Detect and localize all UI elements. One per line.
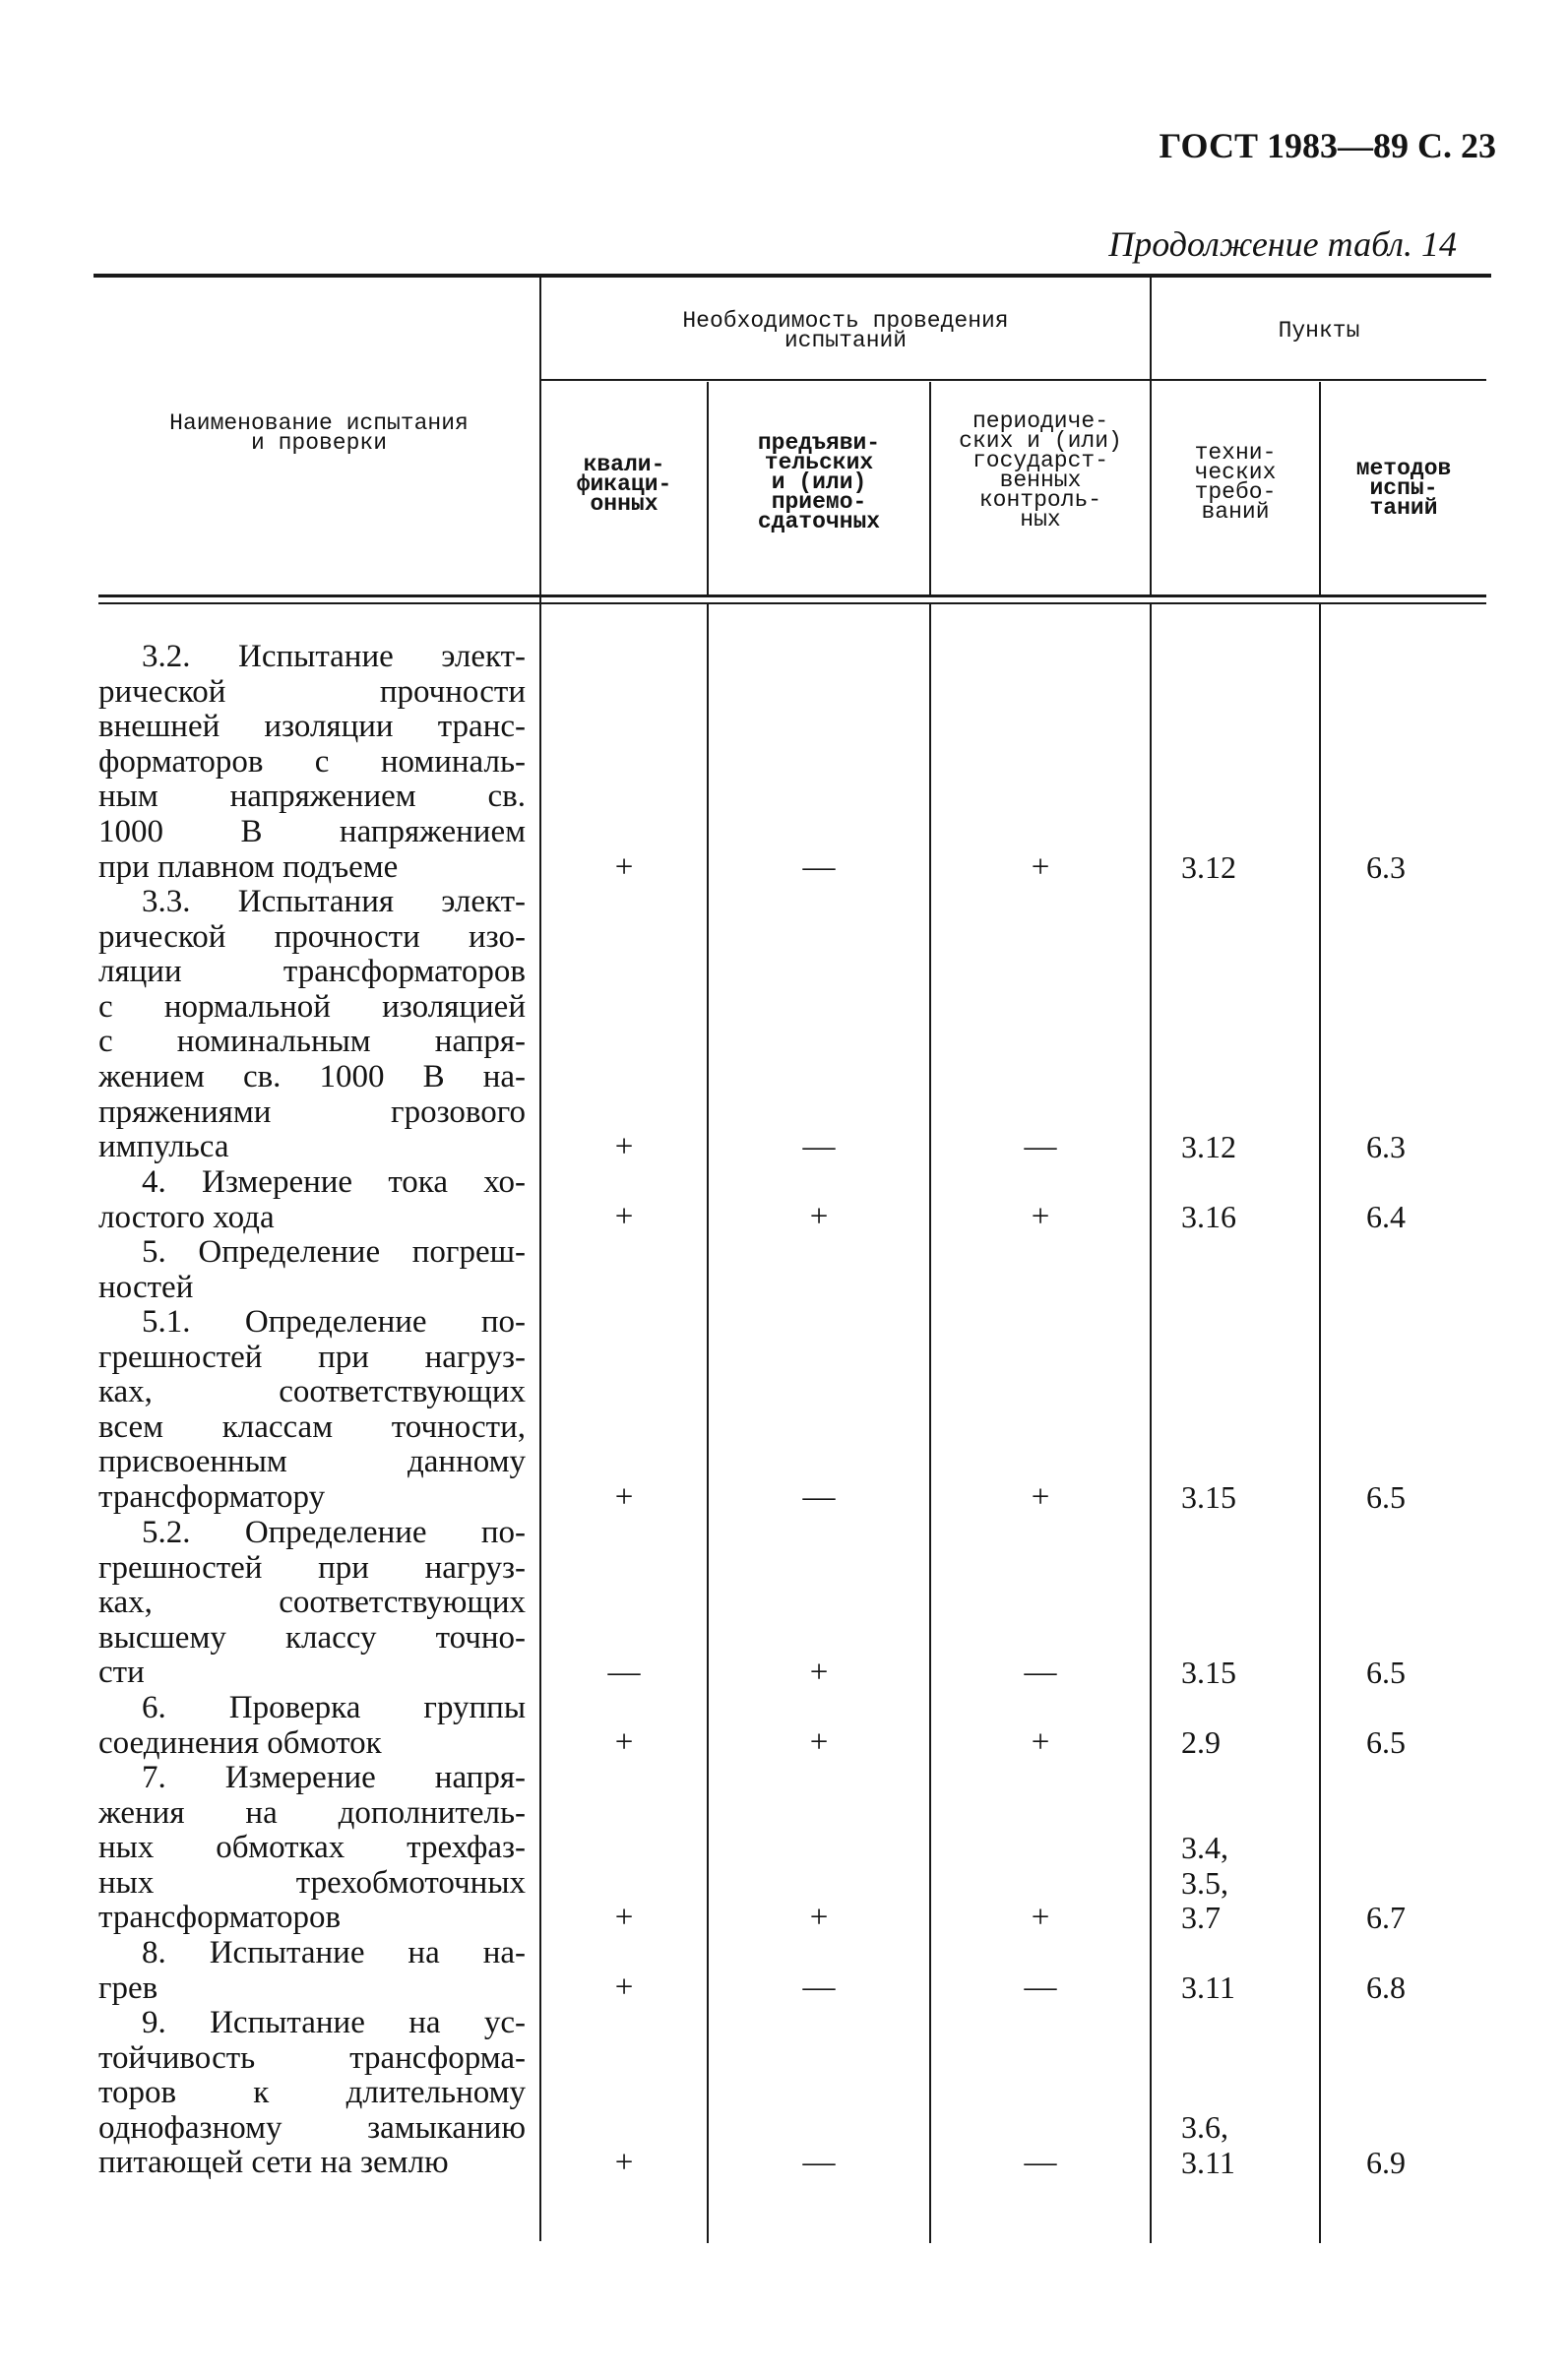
row-4-period: +: [1031, 1199, 1050, 1234]
row-4-pred: +: [809, 1199, 829, 1234]
row-4-tech: 3.16: [1181, 1199, 1236, 1234]
row-6-method: 6.5: [1366, 1724, 1406, 1760]
header-bottom-rule-2: [98, 602, 1486, 604]
row-3-3-period: —: [1024, 1129, 1057, 1164]
row-5-1-name: 5.1. Определение по- грешностей при нагруз- ках, соответствующих всем классам точности, присвоенным данному трансформатору: [98, 1305, 526, 1515]
row-9-qual: +: [614, 2145, 634, 2180]
row-8-tech: 3.11: [1181, 1970, 1235, 2005]
row-7-method: 6.7: [1366, 1900, 1406, 1935]
header-necessity-group: Необходимость проведения испытаний: [682, 308, 1009, 353]
row-4-qual: +: [614, 1199, 634, 1234]
row-3-2-tech: 3.12: [1181, 849, 1236, 885]
row-8-name: 8. Испытание на на- грев: [98, 1936, 526, 2006]
header-col-qualification: квали- фикаци- онных: [576, 452, 672, 517]
row-3-2-qual: +: [614, 849, 634, 885]
header-name-column: Наименование испытания и проверки: [169, 410, 469, 456]
row-9-tech: 3.6, 3.11: [1181, 2109, 1235, 2180]
row-5-1-pred: —: [802, 1479, 836, 1515]
row-5-2-qual: —: [607, 1655, 641, 1690]
header-col-technical: техни- ческих требо- ваний: [1194, 440, 1277, 525]
row-3-2-name: 3.2. Испытание элект- рической прочности внешней изоляции транс- форматоров с номиналь- ным напряжением св. 1000 В напряжением при плавном подъеме: [98, 640, 526, 885]
row-9-name: 9. Испытание на ус- тойчивость трансформа- торов к длительному однофазному замыканию питающей сети на землю: [98, 2006, 526, 2181]
row-3-3-pred: —: [802, 1129, 836, 1164]
row-5-name: 5. Определение погреш- ностей: [98, 1235, 526, 1305]
row-3-3-method: 6.3: [1366, 1129, 1406, 1164]
header-points-group: Пункты: [1278, 318, 1360, 344]
row-3-3-qual: +: [614, 1129, 634, 1164]
row-6-period: +: [1031, 1724, 1050, 1760]
row-7-period: +: [1031, 1900, 1050, 1935]
row-9-period: —: [1024, 2145, 1057, 2180]
header-bottom-rule: [98, 594, 1486, 597]
row-7-pred: +: [809, 1900, 829, 1935]
row-5-2-period: —: [1024, 1655, 1057, 1690]
vline-tech-body: [1319, 604, 1321, 2243]
page-header: ГОСТ 1983—89 С. 23: [1159, 126, 1496, 165]
row-3-2-period: +: [1031, 849, 1050, 885]
row-8-qual: +: [614, 1970, 634, 2005]
row-3-2-pred: —: [802, 849, 836, 885]
row-6-pred: +: [809, 1724, 829, 1760]
vline-period-body: [1150, 604, 1152, 2243]
header-col-presentation: предъяви- тельских и (или) приемо- сдаточных: [757, 430, 881, 534]
row-5-2-name: 5.2. Определение по- грешностей при нагруз- ках, соответствующих высшему классу точно- сти: [98, 1516, 526, 1691]
row-4-method: 6.4: [1366, 1199, 1406, 1234]
row-7-tech: 3.4, 3.5, 3.7: [1181, 1830, 1228, 1936]
row-5-1-method: 6.5: [1366, 1479, 1406, 1515]
row-5-1-period: +: [1031, 1479, 1050, 1515]
row-5-1-tech: 3.15: [1181, 1479, 1236, 1515]
vline-name: [539, 278, 541, 2241]
row-5-1-qual: +: [614, 1479, 634, 1515]
row-5-2-pred: +: [809, 1655, 829, 1690]
row-6-qual: +: [614, 1724, 634, 1760]
row-8-period: —: [1024, 1970, 1057, 2005]
row-4-name: 4. Измерение тока хо- лостого хода: [98, 1165, 526, 1235]
row-5-2-method: 6.5: [1366, 1655, 1406, 1690]
row-3-2-method: 6.3: [1366, 849, 1406, 885]
row-6-name: 6. Проверка группы соединения обмоток: [98, 1691, 526, 1761]
table-continuation-caption: Продолжение табл. 14: [1108, 224, 1457, 264]
table-top-rule: [94, 274, 1491, 278]
row-7-qual: +: [614, 1900, 634, 1935]
row-5-2-tech: 3.15: [1181, 1655, 1236, 1690]
row-3-3-name: 3.3. Испытания элект- рической прочности изо- ляции трансформаторов с нормальной изоляцией с номинальным напря- жением св. 1000 В на- пряжениями грозового импульса: [98, 885, 526, 1165]
row-7-name: 7. Измерение напря- жения на дополнитель- ных обмотках трехфаз- ных трехобмоточных трансформаторов: [98, 1761, 526, 1936]
header-col-periodic: периодиче- ских и (или) государст- венных контроль- ных: [959, 408, 1122, 532]
row-9-pred: —: [802, 2145, 836, 2180]
header-group-rule: [539, 379, 1486, 381]
row-8-pred: —: [802, 1970, 836, 2005]
row-3-3-tech: 3.12: [1181, 1129, 1236, 1164]
row-9-method: 6.9: [1366, 2145, 1406, 2180]
header-col-methods: методов испы- таний: [1355, 456, 1452, 521]
row-6-tech: 2.9: [1181, 1724, 1221, 1760]
row-8-method: 6.8: [1366, 1970, 1406, 2005]
